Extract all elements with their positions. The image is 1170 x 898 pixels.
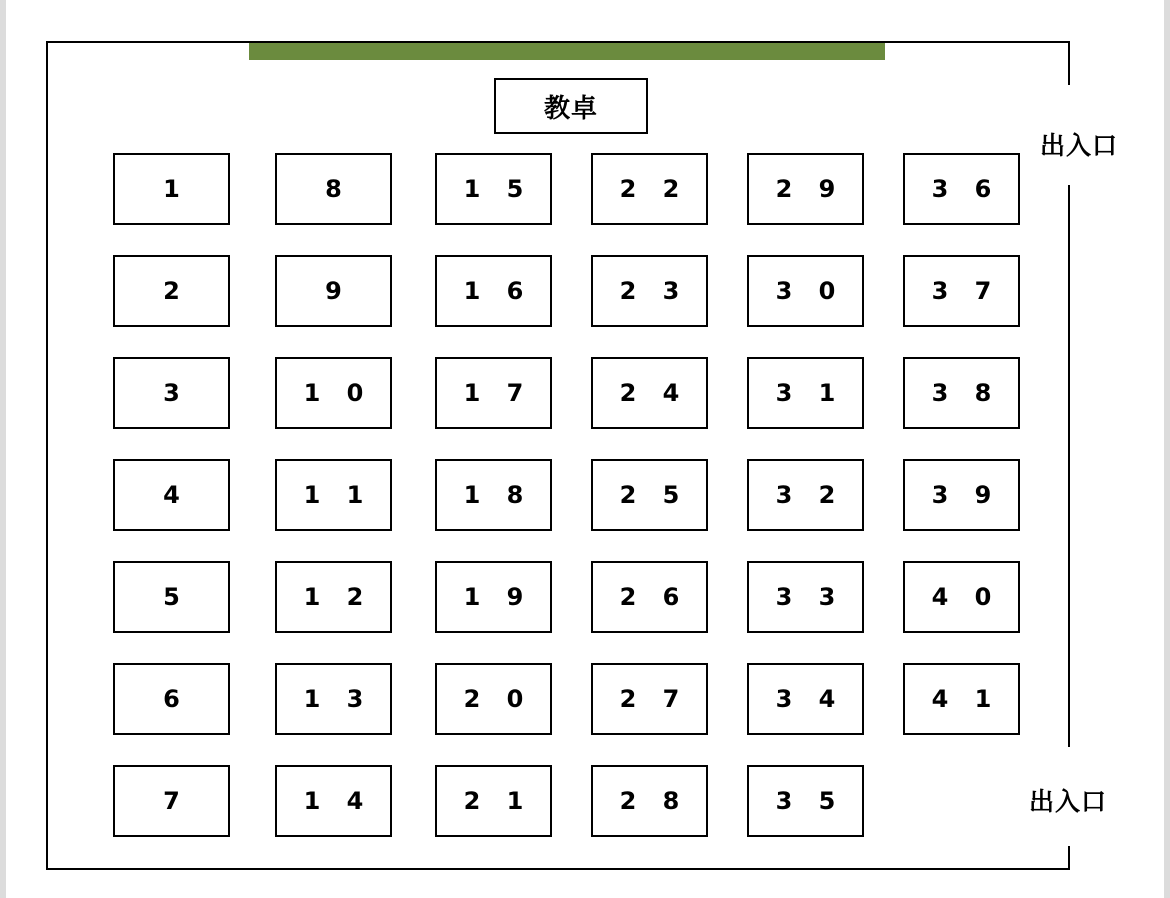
blackboard bbox=[249, 43, 885, 60]
seat-35[interactable]: 3 5 bbox=[747, 765, 864, 837]
exit-top-label: 出入口 bbox=[1040, 131, 1119, 160]
room-wall-left bbox=[46, 41, 48, 870]
left-border bbox=[0, 0, 6, 898]
seat-41[interactable]: 4 1 bbox=[903, 663, 1020, 735]
seat-39[interactable]: 3 9 bbox=[903, 459, 1020, 531]
room-wall-bottom bbox=[46, 868, 1070, 870]
seat-19[interactable]: 1 9 bbox=[435, 561, 552, 633]
seat-34[interactable]: 3 4 bbox=[747, 663, 864, 735]
right-border bbox=[1164, 0, 1170, 898]
seat-29[interactable]: 2 9 bbox=[747, 153, 864, 225]
seat-32[interactable]: 3 2 bbox=[747, 459, 864, 531]
seat-30[interactable]: 3 0 bbox=[747, 255, 864, 327]
seat-18[interactable]: 1 8 bbox=[435, 459, 552, 531]
seat-1[interactable]: 1 bbox=[113, 153, 230, 225]
seat-17[interactable]: 1 7 bbox=[435, 357, 552, 429]
room-wall-right-upper bbox=[1068, 41, 1070, 85]
seat-26[interactable]: 2 6 bbox=[591, 561, 708, 633]
seat-36[interactable]: 3 6 bbox=[903, 153, 1020, 225]
seat-33[interactable]: 3 3 bbox=[747, 561, 864, 633]
seat-37[interactable]: 3 7 bbox=[903, 255, 1020, 327]
seat-7[interactable]: 7 bbox=[113, 765, 230, 837]
teacher-desk: 教卓 bbox=[494, 78, 648, 134]
seat-40[interactable]: 4 0 bbox=[903, 561, 1020, 633]
seat-9[interactable]: 9 bbox=[275, 255, 392, 327]
seat-28[interactable]: 2 8 bbox=[591, 765, 708, 837]
seat-24[interactable]: 2 4 bbox=[591, 357, 708, 429]
seat-38[interactable]: 3 8 bbox=[903, 357, 1020, 429]
seat-22[interactable]: 2 2 bbox=[591, 153, 708, 225]
room-wall-right-lower bbox=[1068, 846, 1070, 870]
seat-15[interactable]: 1 5 bbox=[435, 153, 552, 225]
seat-4[interactable]: 4 bbox=[113, 459, 230, 531]
seat-31[interactable]: 3 1 bbox=[747, 357, 864, 429]
seat-8[interactable]: 8 bbox=[275, 153, 392, 225]
seat-20[interactable]: 2 0 bbox=[435, 663, 552, 735]
room-wall-right-middle bbox=[1068, 185, 1070, 747]
seat-13[interactable]: 1 3 bbox=[275, 663, 392, 735]
seat-16[interactable]: 1 6 bbox=[435, 255, 552, 327]
seat-12[interactable]: 1 2 bbox=[275, 561, 392, 633]
seat-27[interactable]: 2 7 bbox=[591, 663, 708, 735]
exit-bottom-label: 出入口 bbox=[1029, 787, 1108, 816]
seat-25[interactable]: 2 5 bbox=[591, 459, 708, 531]
seat-5[interactable]: 5 bbox=[113, 561, 230, 633]
seat-14[interactable]: 1 4 bbox=[275, 765, 392, 837]
seat-23[interactable]: 2 3 bbox=[591, 255, 708, 327]
seat-6[interactable]: 6 bbox=[113, 663, 230, 735]
seat-3[interactable]: 3 bbox=[113, 357, 230, 429]
seat-2[interactable]: 2 bbox=[113, 255, 230, 327]
seat-21[interactable]: 2 1 bbox=[435, 765, 552, 837]
seat-10[interactable]: 1 0 bbox=[275, 357, 392, 429]
seat-11[interactable]: 1 1 bbox=[275, 459, 392, 531]
